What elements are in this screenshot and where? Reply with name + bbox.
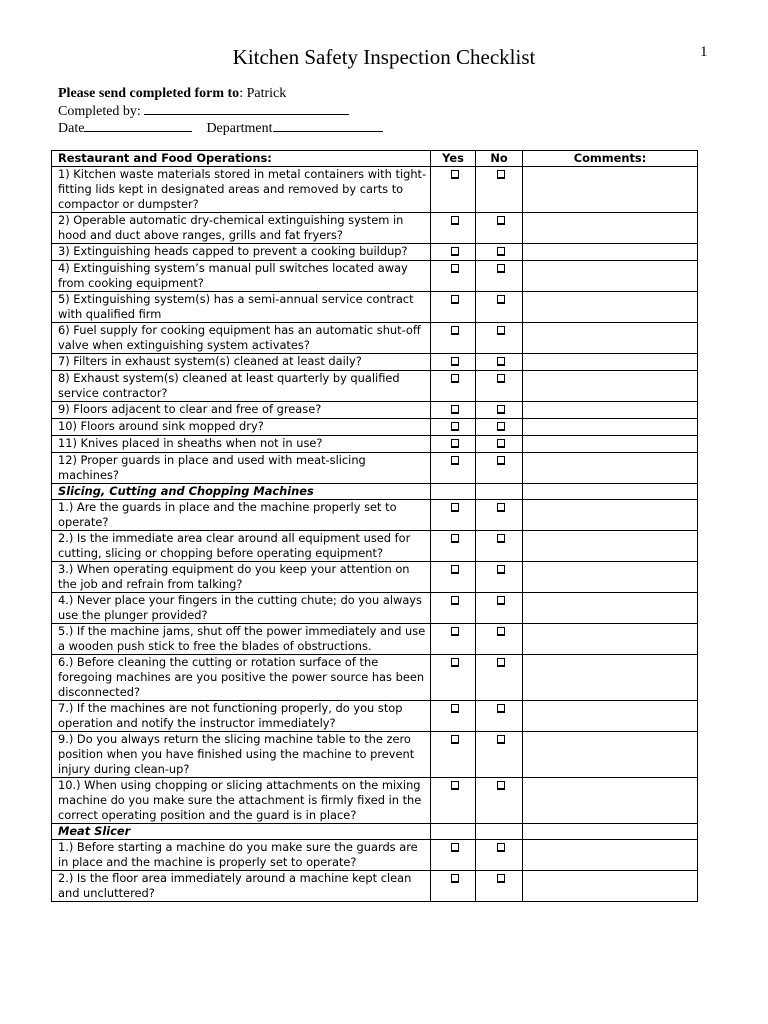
table-row [52, 371, 698, 402]
section-row [52, 824, 698, 840]
yes-checkbox[interactable] [451, 326, 459, 335]
yes-checkbox[interactable] [451, 295, 459, 304]
question-text: 1) Kitchen waste materials stored in metal containers with tight-fitting lids kept in designated areas and removed by carts to compactor or dumpster? [52, 167, 431, 213]
yes-cell [431, 453, 476, 484]
checklist-body [52, 167, 698, 902]
no-cell [476, 323, 523, 354]
empty-cell [431, 824, 476, 840]
comments-cell[interactable] [523, 436, 698, 453]
no-cell [476, 436, 523, 453]
table-row [52, 531, 698, 562]
no-cell [476, 213, 523, 244]
no-checkbox[interactable] [497, 326, 505, 335]
question-text: 7) Filters in exhaust system(s) cleaned at least daily? [52, 354, 431, 371]
yes-cell [431, 371, 476, 402]
yes-cell [431, 323, 476, 354]
page-number: 1 [700, 44, 708, 60]
date-label: Date [58, 121, 85, 136]
yes-checkbox[interactable] [451, 247, 459, 256]
no-checkbox[interactable] [497, 565, 505, 574]
no-cell [476, 655, 523, 701]
no-cell [476, 261, 523, 292]
yes-checkbox[interactable] [451, 565, 459, 574]
comments-cell[interactable] [523, 701, 698, 732]
table-row [52, 244, 698, 261]
yes-cell [431, 778, 476, 824]
table-header-row [52, 151, 698, 167]
question-text: 7.) If the machines are not functioning properly, do you stop operation and notify the instructor immediately? [52, 701, 431, 732]
no-cell [476, 419, 523, 436]
no-checkbox[interactable] [497, 422, 505, 431]
table-row [52, 167, 698, 213]
yes-checkbox[interactable] [451, 170, 459, 179]
no-checkbox[interactable] [497, 439, 505, 448]
no-cell [476, 562, 523, 593]
question-text: 1.) Before starting a machine do you make sure the guards are in place and the machine is properly set to operate? [52, 840, 431, 871]
comments-cell[interactable] [523, 531, 698, 562]
yes-checkbox[interactable] [451, 735, 459, 744]
yes-cell [431, 419, 476, 436]
table-row [52, 436, 698, 453]
yes-checkbox[interactable] [451, 534, 459, 543]
table-row [52, 213, 698, 244]
no-checkbox[interactable] [497, 874, 505, 883]
table-row [52, 500, 698, 531]
yes-checkbox[interactable] [451, 503, 459, 512]
no-cell [476, 167, 523, 213]
question-text: 2) Operable automatic dry-chemical extinguishing system in hood and duct above ranges, grills and fat fryers? [52, 213, 431, 244]
table-row [52, 419, 698, 436]
page-title: Kitchen Safety Inspection Checklist [232, 45, 536, 69]
no-cell [476, 840, 523, 871]
question-text: 1.) Are the guards in place and the machine properly set to operate? [52, 500, 431, 531]
no-cell [476, 453, 523, 484]
no-cell [476, 593, 523, 624]
comments-cell[interactable] [523, 213, 698, 244]
no-checkbox[interactable] [497, 843, 505, 852]
comments-cell[interactable] [523, 402, 698, 419]
empty-cell [476, 824, 523, 840]
form-header [58, 86, 383, 138]
completed-by-line [58, 103, 383, 121]
no-checkbox[interactable] [497, 216, 505, 225]
yes-cell [431, 436, 476, 453]
comments-cell[interactable] [523, 261, 698, 292]
question-text: 6) Fuel supply for cooking equipment has an automatic shut-off valve when extinguishing system activates? [52, 323, 431, 354]
date-department-line [58, 120, 383, 138]
comments-cell[interactable] [523, 593, 698, 624]
table-row [52, 292, 698, 323]
section-row [52, 484, 698, 500]
question-text: 4) Extinguishing system’s manual pull switches located away from cooking equipment? [52, 261, 431, 292]
no-checkbox[interactable] [497, 247, 505, 256]
empty-cell [476, 484, 523, 500]
yes-cell [431, 624, 476, 655]
no-header: No [476, 151, 523, 167]
yes-cell [431, 840, 476, 871]
comments-cell[interactable] [523, 167, 698, 213]
yes-cell [431, 402, 476, 419]
no-checkbox[interactable] [497, 357, 505, 366]
yes-cell [431, 655, 476, 701]
no-cell [476, 531, 523, 562]
yes-checkbox[interactable] [451, 627, 459, 636]
yes-checkbox[interactable] [451, 596, 459, 605]
table-row [52, 261, 698, 292]
table-row [52, 624, 698, 655]
no-checkbox[interactable] [497, 735, 505, 744]
no-cell [476, 244, 523, 261]
question-text: 3) Extinguishing heads capped to prevent a cooking buildup? [52, 244, 431, 261]
yes-checkbox[interactable] [451, 874, 459, 883]
table-row [52, 453, 698, 484]
send-to-line [58, 86, 383, 103]
yes-cell [431, 871, 476, 902]
send-to-label: Please send completed form to [58, 86, 240, 101]
yes-cell [431, 167, 476, 213]
table-row [52, 655, 698, 701]
yes-cell [431, 261, 476, 292]
no-checkbox[interactable] [497, 503, 505, 512]
table-row [52, 871, 698, 902]
no-checkbox[interactable] [497, 627, 505, 636]
empty-cell [523, 824, 698, 840]
comments-cell[interactable] [523, 624, 698, 655]
comments-cell[interactable] [523, 453, 698, 484]
table-row [52, 732, 698, 778]
yes-checkbox[interactable] [451, 405, 459, 414]
comments-cell[interactable] [523, 500, 698, 531]
comments-cell[interactable] [523, 354, 698, 371]
no-cell [476, 871, 523, 902]
no-checkbox[interactable] [497, 264, 505, 273]
yes-checkbox[interactable] [451, 781, 459, 790]
yes-cell [431, 354, 476, 371]
yes-checkbox[interactable] [451, 264, 459, 273]
section-title: Meat Slicer [52, 824, 431, 840]
section-title: Slicing, Cutting and Chopping Machines [52, 484, 431, 500]
comments-cell[interactable] [523, 292, 698, 323]
no-checkbox[interactable] [497, 295, 505, 304]
yes-checkbox[interactable] [451, 422, 459, 431]
question-text: 5.) If the machine jams, shut off the power immediately and use a wooden push stick to free the blades of obstructions. [52, 624, 431, 655]
question-text: 8) Exhaust system(s) cleaned at least quarterly by qualified service contractor? [52, 371, 431, 402]
question-text: 5) Extinguishing system(s) has a semi-annual service contract with qualified firm [52, 292, 431, 323]
table-row [52, 562, 698, 593]
question-text: 6.) Before cleaning the cutting or rotation surface of the foregoing machines are you positive the power source has been disconnected? [52, 655, 431, 701]
no-checkbox[interactable] [497, 405, 505, 414]
table-row [52, 354, 698, 371]
yes-checkbox[interactable] [451, 843, 459, 852]
yes-cell [431, 500, 476, 531]
no-checkbox[interactable] [497, 170, 505, 179]
send-to-value: : Patrick [239, 86, 287, 101]
no-checkbox[interactable] [497, 658, 505, 667]
table-row [52, 593, 698, 624]
department-label: Department [206, 121, 273, 136]
comments-header: Comments: [523, 151, 698, 167]
no-cell [476, 624, 523, 655]
comments-cell[interactable] [523, 732, 698, 778]
yes-cell [431, 292, 476, 323]
yes-cell [431, 593, 476, 624]
yes-checkbox[interactable] [451, 658, 459, 667]
comments-cell[interactable] [523, 655, 698, 701]
yes-cell [431, 213, 476, 244]
comments-cell[interactable] [523, 371, 698, 402]
comments-cell[interactable] [523, 419, 698, 436]
question-text: 3.) When operating equipment do you keep your attention on the job and refrain from talking? [52, 562, 431, 593]
comments-cell[interactable] [523, 871, 698, 902]
comments-cell[interactable] [523, 244, 698, 261]
yes-cell [431, 531, 476, 562]
date-field[interactable] [84, 120, 192, 132]
checklist-table [51, 150, 698, 902]
no-checkbox[interactable] [497, 374, 505, 383]
yes-checkbox[interactable] [451, 439, 459, 448]
no-cell [476, 701, 523, 732]
no-cell [476, 732, 523, 778]
completed-by-label: Completed by: [58, 103, 141, 119]
no-checkbox[interactable] [497, 534, 505, 543]
department-field[interactable] [273, 120, 383, 132]
table-row [52, 840, 698, 871]
question-text: 10) Floors around sink mopped dry? [52, 419, 431, 436]
no-cell [476, 354, 523, 371]
table-row [52, 402, 698, 419]
question-text: 2.) Is the immediate area clear around all equipment used for cutting, slicing or chopping before operating equipment? [52, 531, 431, 562]
yes-checkbox[interactable] [451, 216, 459, 225]
question-text: 9.) Do you always return the slicing machine table to the zero position when you have finished using the machine to prevent injury during clean-up? [52, 732, 431, 778]
no-cell [476, 778, 523, 824]
yes-header: Yes [431, 151, 476, 167]
no-checkbox[interactable] [497, 781, 505, 790]
no-checkbox[interactable] [497, 704, 505, 713]
no-cell [476, 500, 523, 531]
empty-cell [523, 484, 698, 500]
section-header: Restaurant and Food Operations: [52, 151, 431, 167]
comments-cell[interactable] [523, 562, 698, 593]
no-cell [476, 371, 523, 402]
question-text: 4.) Never place your fingers in the cutting chute; do you always use the plunger provided? [52, 593, 431, 624]
completed-by-field[interactable] [144, 103, 349, 115]
yes-checkbox[interactable] [451, 704, 459, 713]
yes-checkbox[interactable] [451, 357, 459, 366]
table-row [52, 701, 698, 732]
yes-cell [431, 701, 476, 732]
no-checkbox[interactable] [497, 596, 505, 605]
question-text: 9) Floors adjacent to clear and free of grease? [52, 402, 431, 419]
yes-cell [431, 244, 476, 261]
yes-checkbox[interactable] [451, 374, 459, 383]
yes-cell [431, 562, 476, 593]
yes-cell [431, 732, 476, 778]
question-text: 10.) When using chopping or slicing attachments on the mixing machine do you make sure the attachment is firmly fixed in the correct operating position and the guard is in place? [52, 778, 431, 824]
question-text: 2.) Is the floor area immediately around a machine kept clean and uncluttered? [52, 871, 431, 902]
question-text: 11) Knives placed in sheaths when not in use? [52, 436, 431, 453]
no-cell [476, 292, 523, 323]
empty-cell [431, 484, 476, 500]
comments-cell[interactable] [523, 778, 698, 824]
question-text: 12) Proper guards in place and used with meat-slicing machines? [52, 453, 431, 484]
table-row [52, 323, 698, 354]
comments-cell[interactable] [523, 840, 698, 871]
comments-cell[interactable] [523, 323, 698, 354]
table-row [52, 778, 698, 824]
yes-checkbox[interactable] [451, 456, 459, 465]
no-cell [476, 402, 523, 419]
no-checkbox[interactable] [497, 456, 505, 465]
